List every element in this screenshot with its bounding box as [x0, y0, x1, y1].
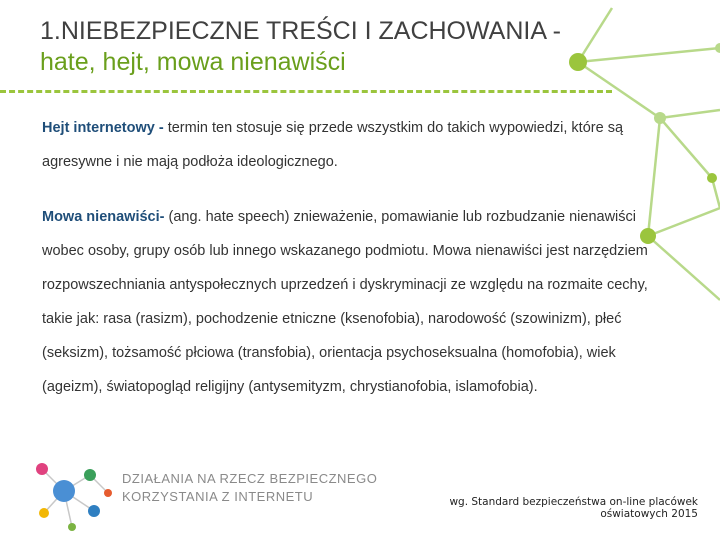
definition-mowa-nienawisci: (ang. hate speech) znieważenie, pomawianie lub rozbudzanie nienawiści wobec osoby, grupy osób lub innego wskazanego podmiotu. Mowa nienawiści jest narzędziem rozpowszechniania antyspołecznych uprzedzeń i dyskryminacji ze względu na rozmaite cechy, takie jak: rasa (rasizm), pochodzenie etniczne (ksenofobia), narodowość (szowinizm), płeć (seksizm), tożsamość płciowa (transfobia), orientacja psychoseksualna (homofobia), wiek (ageizm), światopogląd religijny (antysemityzm, chrystianofobia, islamofobia).	[42, 209, 648, 395]
logo-caption-line-2: KORZYSTANIA Z INTERNETU	[122, 489, 314, 504]
source-citation: wg. Standard bezpieczeństwa on-line placówek oświatowych 2015	[449, 496, 698, 520]
paragraph-hejt	[42, 111, 672, 179]
slide-title	[40, 16, 640, 78]
term-mowa-nienawisci: Mowa nienawiści-	[42, 209, 169, 225]
title-divider	[0, 90, 612, 93]
slide-body	[42, 111, 672, 404]
title-line-1: 1.NIEBEZPIECZNE TREŚCI I ZACHOWANIA -	[40, 17, 561, 45]
title-line-2: hate, hejt, mowa nienawiści	[40, 48, 346, 76]
definition-hejt: termin ten stosuje się przede wszystkim do takich wypowiedzi, które są agresywne i nie mają podłoża ideologicznego.	[42, 120, 624, 170]
network-logo-icon	[28, 455, 118, 535]
logo-caption	[122, 470, 377, 506]
term-hejt: Hejt internetowy -	[42, 120, 168, 136]
logo-caption-line-1: DZIAŁANIA NA RZECZ BEZPIECZNEGO	[122, 471, 378, 486]
paragraph-mowa-nienawisci	[42, 200, 672, 404]
